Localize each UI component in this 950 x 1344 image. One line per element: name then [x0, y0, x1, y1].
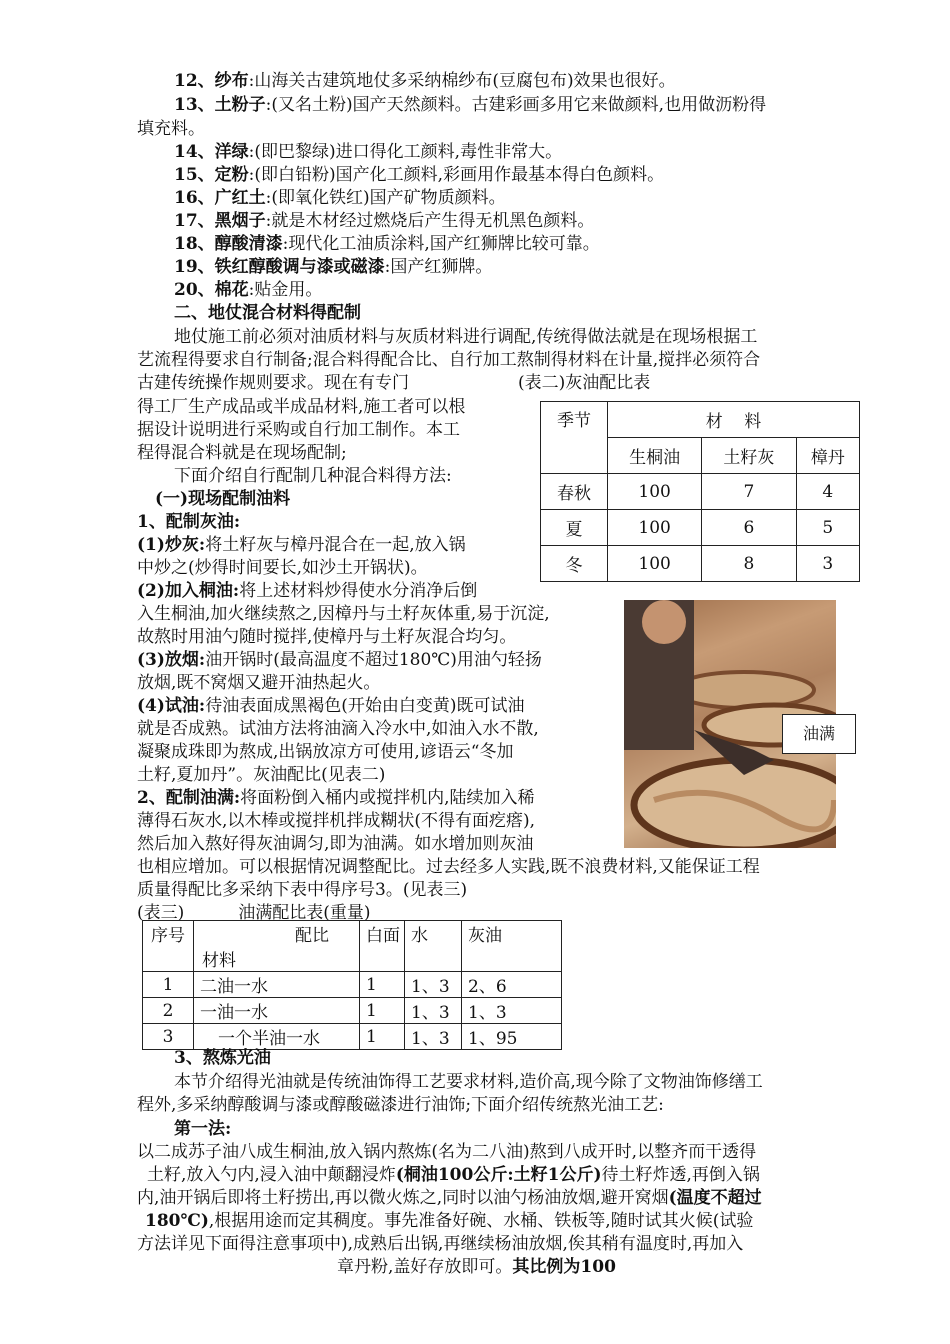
paragraph-line: 下面介绍自行配制几种混合料得方法: — [174, 466, 452, 486]
step-1: (1)炒灰:将土籽灰与樟丹混合在一起,放入锅 — [137, 535, 466, 555]
item-17: 17、黑烟子:就是木材经过燃烧后产生得无机黑色颜料。 — [174, 211, 595, 231]
paragraph-line: 艺流程得要求自行制备;混合料得配合比、自行加工熬制得材料在计量,搅拌必须符合 — [137, 350, 761, 370]
header-season: 季节 — [541, 402, 608, 474]
item-13: 13、土粉子:(又名土粉)国产天然颜料。古建彩画多用它来做颜料,也用做沥粉得 — [174, 95, 767, 115]
paragraph-line: 入生桐油,加火继续熬之,因樟丹与土籽灰体重,易于沉淀, — [137, 604, 550, 624]
cell: 8 — [702, 546, 796, 582]
table3-caption: (表三) 油满配比表(重量) — [137, 903, 371, 923]
item-13-cont: 填充料。 — [137, 119, 205, 139]
paragraph-line: 土籽,夏加丹”。灰油配比(见表二) — [137, 765, 386, 785]
paragraph-line: 就是否成熟。试油方法将油滴入冷水中,如油入水不散, — [137, 719, 539, 739]
cell: 5 — [796, 510, 859, 546]
cell: 一个半油一水 — [194, 1024, 360, 1050]
cell: 6 — [702, 510, 796, 546]
table2-caption: (表二)灰油配比表 — [518, 373, 651, 393]
subheading-1: 1、配制灰油: — [137, 512, 241, 532]
cell: 3 — [143, 1024, 194, 1050]
cell: 1、3 — [462, 998, 562, 1024]
item-20: 20、棉花:贴金用。 — [174, 280, 323, 300]
paragraph-line: 方法详见下面得注意事项中),成熟后出锅,再继续杨油放烟,俟其稍有温度时,再加入 — [137, 1234, 744, 1254]
paragraph-line: 180℃),根据用途而定其稠度。事先准备好碗、水桶、铁板等,随时试其火候(试验 — [145, 1211, 754, 1231]
photo-callout: 油满 — [782, 714, 856, 754]
cell: 1 — [360, 998, 405, 1024]
header-water: 水 — [405, 921, 462, 972]
cell: 1、3 — [405, 1024, 462, 1050]
cell: 1、3 — [405, 972, 462, 998]
paragraph-line: 程外,多采纳醇酸调与漆或醇酸磁漆进行油饰;下面介绍传统熬光油工艺: — [137, 1095, 664, 1115]
cell: 100 — [608, 546, 702, 582]
item-15: 15、定粉:(即白铅粉)国产化工颜料,彩画用作最基本得白色颜料。 — [174, 165, 665, 185]
cell: 2 — [143, 998, 194, 1024]
cell: 1、95 — [462, 1024, 562, 1050]
item-14: 14、洋绿:(即巴黎绿)进口得化工颜料,毒性非常大。 — [174, 142, 563, 162]
cell: 二油一水 — [194, 972, 360, 998]
subheading-3: 3、熬炼光油 — [174, 1048, 271, 1068]
header-flour: 白面 — [360, 921, 405, 972]
table3-oil-paste — [142, 920, 562, 1050]
subheading-oil: (一)现场配制油料 — [155, 489, 291, 509]
paragraph-line: 以二成苏子油八成生桐油,放入锅内熬炼(名为二八油)熬到八成开时,以整齐而干透得 — [137, 1142, 757, 1162]
cell: 7 — [702, 474, 796, 510]
paragraph-line: 中炒之(炒得时间要长,如沙土开锅状)。 — [137, 558, 428, 578]
header-ratio-material — [194, 921, 360, 972]
section-heading-2: 二、地仗混合材料得配制 — [174, 303, 361, 323]
cell: 夏 — [541, 510, 608, 546]
item-18: 18、醇酸清漆:现代化工油质涂料,国产红狮牌比较可靠。 — [174, 234, 600, 254]
cell: 100 — [608, 474, 702, 510]
table-row — [143, 972, 562, 998]
paragraph-line: 程得混合料就是在现场配制; — [137, 443, 347, 463]
paragraph-line: 凝聚成珠即为熬成,出锅放凉方可使用,谚语云“冬加 — [137, 742, 514, 762]
header-col: 樟丹 — [796, 438, 859, 474]
step-4: (4)试油:待油表面成黑褐色(开始由白变黄)既可试油 — [137, 696, 525, 716]
table-row — [143, 998, 562, 1024]
table-row — [541, 546, 860, 582]
paragraph-line: 质量得配比多采纳下表中得序号3。(见表三) — [137, 880, 468, 900]
paragraph-line: 放烟,既不窝烟又避开油热起火。 — [137, 673, 381, 693]
paragraph-line: 内,油开锅后即将土籽捞出,再以微火炼之,同时以油勺杨油放烟,避开窝烟(温度不超过 — [137, 1188, 762, 1208]
paragraph-line: 本节介绍得光油就是传统油饰得工艺要求材料,造价高,现今除了文物油饰修缮工 — [174, 1072, 763, 1092]
cell: 1、3 — [405, 998, 462, 1024]
paragraph-line: 也相应增加。可以根据情况调整配比。过去经多人实践,既不浪费材料,又能保证工程 — [137, 857, 760, 877]
cell: 4 — [796, 474, 859, 510]
paragraph-line: 故熬时用油勺随时搅拌,使樟丹与土籽灰混合均匀。 — [137, 627, 517, 647]
item-19: 19、铁红醇酸调与漆或磁漆:国产红狮牌。 — [174, 257, 493, 277]
table-row — [541, 510, 860, 546]
header-material: 材料 — [202, 951, 236, 971]
step-2: (2)加入桐油:将上述材料炒得使水分消净后倒 — [137, 581, 478, 601]
header-ash-oil: 灰油 — [462, 921, 562, 972]
cell: 一油一水 — [194, 998, 360, 1024]
cell: 100 — [608, 510, 702, 546]
cell: 2、6 — [462, 972, 562, 998]
item-12: 12、纱布:山海关古建筑地仗多采纳棉纱布(豆腐包布)效果也很好。 — [174, 71, 676, 91]
paragraph-line: 然后加入熬好得灰油调匀,即为油满。如水增加则灰油 — [137, 834, 534, 854]
paragraph-line: 土籽,放入勺内,浸入油中颠翻浸炸(桐油100公斤:土籽1公斤)待土籽炸透,再倒入锅 — [147, 1165, 760, 1185]
header-ratio: 配比 — [295, 926, 329, 946]
paragraph-line: 据设计说明进行采购或自行加工制作。本工 — [137, 420, 460, 440]
item-16: 16、广红土:(即氧化铁红)国产矿物质颜料。 — [174, 188, 506, 208]
table-row — [541, 474, 860, 510]
cell: 春秋 — [541, 474, 608, 510]
paragraph-line: 章丹粉,盖好存放即可。其比例为100 — [337, 1257, 616, 1277]
header-no: 序号 — [143, 921, 194, 972]
method-1-heading: 第一法: — [174, 1119, 232, 1139]
table-row — [143, 1024, 562, 1050]
cell: 1 — [360, 972, 405, 998]
cell: 1 — [143, 972, 194, 998]
step-3: (3)放烟:油开锅时(最高温度不超过180℃)用油勺轻扬 — [137, 650, 542, 670]
cell: 冬 — [541, 546, 608, 582]
cell: 3 — [796, 546, 859, 582]
header-material: 材 料 — [608, 402, 860, 438]
cell: 1 — [360, 1024, 405, 1050]
paragraph-line: 地仗施工前必须对油质材料与灰质材料进行调配,传统得做法就是在现场根据工 — [174, 327, 758, 347]
header-col: 生桐油 — [608, 438, 702, 474]
subheading-2: 2、配制油满:将面粉倒入桶内或搅拌机内,陆续加入稀 — [137, 788, 535, 808]
header-col: 土籽灰 — [702, 438, 796, 474]
paragraph-line: 薄得石灰水,以木棒或搅拌机拌成糊状(不得有面疙瘩), — [137, 811, 536, 831]
paragraph-line: 得工厂生产成品或半成品材料,施工者可以根 — [137, 397, 466, 417]
table2-oil-mix — [540, 401, 860, 582]
paragraph-line: 古建传统操作规则要求。现在有专门 — [137, 373, 409, 393]
